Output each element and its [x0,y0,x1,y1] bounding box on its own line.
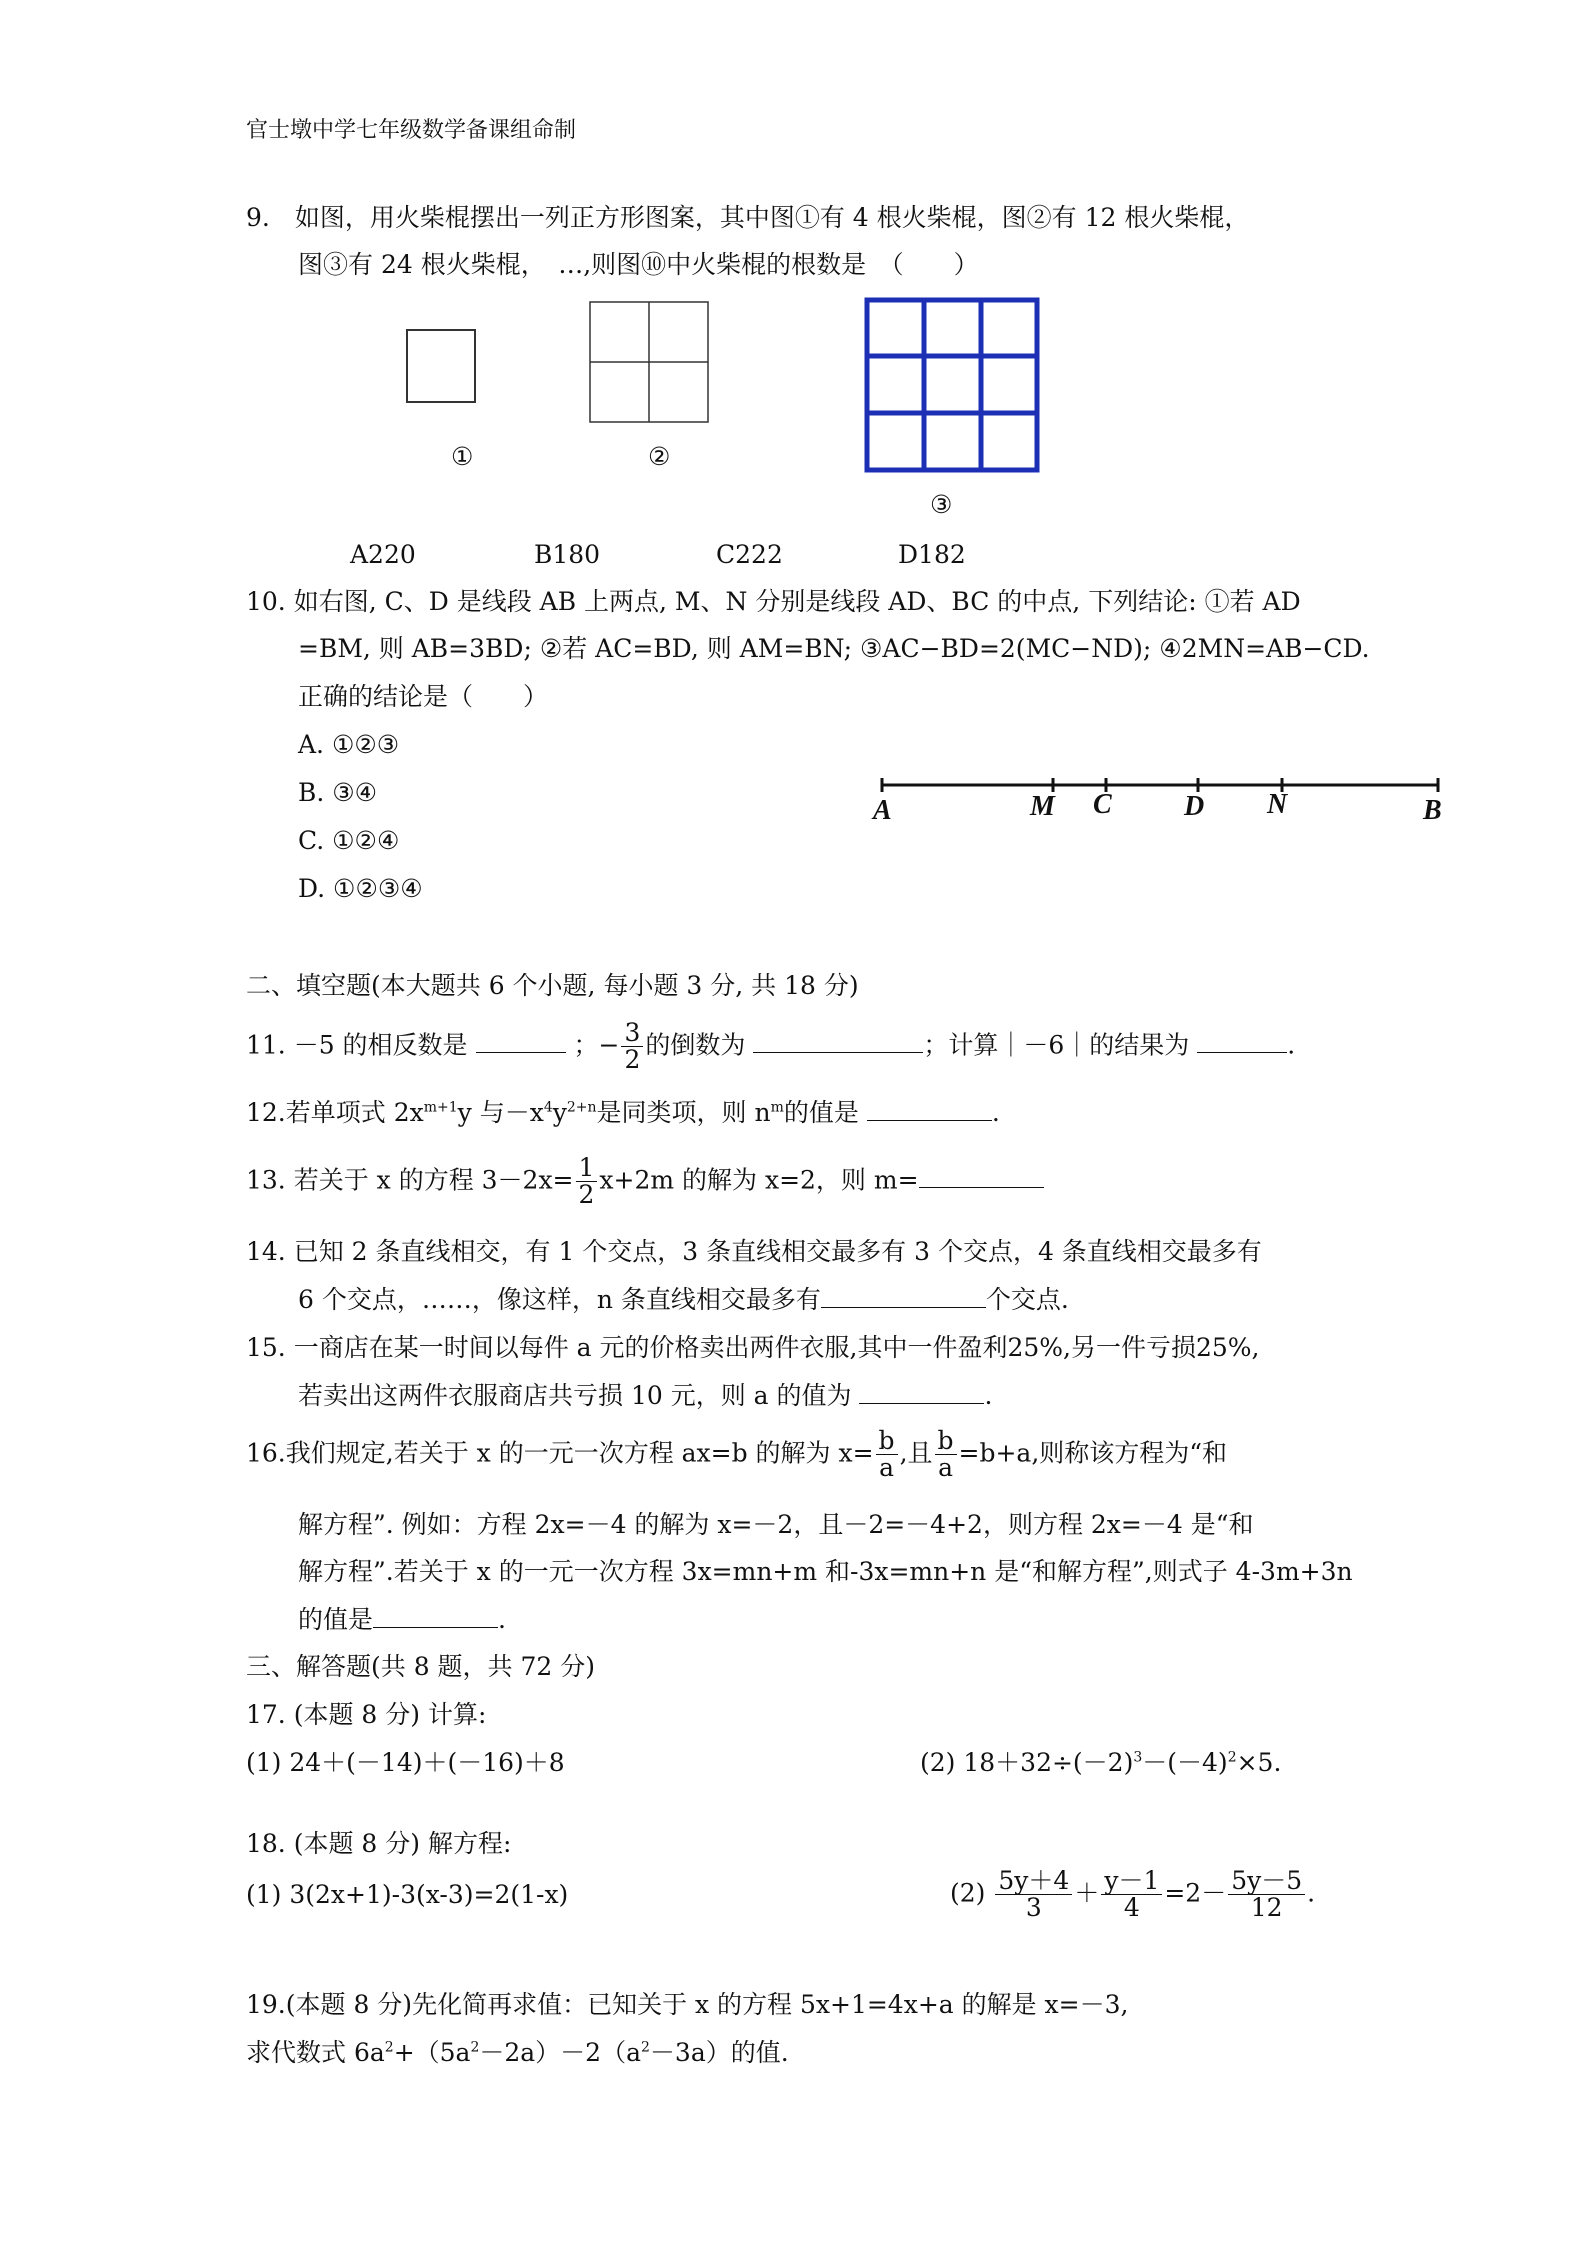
q16-fraction-1: $\frac{b}{a}$ [876,1428,898,1482]
section-3-title: 三、解答题(共 8 题，共 72 分) [246,1652,596,1681]
figure-2-label: ② [648,442,671,471]
figure-3 [867,300,1037,470]
q11-blank-3[interactable] [1197,1030,1287,1053]
q13-blank[interactable] [919,1165,1044,1188]
q10-option-b: B. ③④ [298,778,378,807]
q11-text-e: . [1287,1030,1296,1060]
q17-part1: (1) 24＋(－14)＋(－16)＋8 [246,1748,565,1777]
q13-fraction: $\frac{1}{2}$ [576,1155,598,1209]
q11: 11. －5 的相反数是 ；− $\frac{3}{2}$ 的倒数为 ；计算｜－6｜的结果为 . [246,1018,1296,1075]
figure-1-label: ① [451,442,474,471]
q14-line2: 6 个交点，……，像这样，n 条直线相交最多有 个交点. [298,1285,1069,1314]
q12-blank[interactable] [867,1098,992,1121]
q9-option-c: C222 [716,540,783,569]
q19-line2: 求代数式 $6a^2+(5a^2-2a)-2(a^2-3a)$的值. [246,2038,789,2067]
q18-fraction-3: $\frac{5y-5}{12}$ [1228,1868,1305,1922]
q10-line1: 10. 如右图, C、D 是线段 AB 上两点, M、N 分别是线段 AD、BC 的中点, 下列结论: ①若 AD [246,587,1301,616]
q12: 12.若单项式 $2x^{m+1}y$ 与$-x^4y^{2+n}$是同类项，则 $n^m$的值是 . [246,1098,1000,1127]
q18-title: 18. (本题 8 分) 解方程: [246,1829,512,1858]
q16-blank[interactable] [373,1605,498,1628]
q18-fraction-2: $\frac{y-1}{4}$ [1101,1868,1162,1922]
q10-line3: 正确的结论是（ ） [298,682,549,711]
point-b-label: B [1423,795,1442,826]
q11-text-c: 的倒数为 [645,1030,746,1060]
q10-option-a: A. ①②③ [298,730,400,759]
q18-fraction-1: $\frac{5y+4}{3}$ [995,1868,1072,1922]
q13: 13. 若关于 x 的方程 3－2x= $\frac{1}{2}$ x+2m 的解为 x=2，则 m= [246,1155,1044,1209]
point-a-label: A [873,795,892,826]
page-header: 官士墩中学七年级数学备课组命制 [246,118,577,143]
q11-text-a: 11. －5 的相反数是 [246,1030,468,1060]
q15-line2: 若卖出这两件衣服商店共亏损 10 元，则 a 的值为 . [298,1381,993,1410]
q15-line1: 15. 一商店在某一时间以每件 a 元的价格卖出两件衣服,其中一件盈利25%,另一件亏损25%, [246,1333,1260,1362]
figure-3-label: ③ [930,490,953,519]
q18-part1: (1) 3(2x+1)-3(x-3)=2(1-x) [246,1880,569,1909]
figure-2 [590,302,708,422]
q14-line1: 14. 已知 2 条直线相交，有 1 个交点，3 条直线相交最多有 3 个交点，4 条直线相交最多有 [246,1237,1262,1266]
point-c-label: C [1093,789,1112,820]
q17-title: 17. (本题 8 分) 计算: [246,1700,487,1729]
q9-option-a: A220 [350,540,416,569]
figure-1 [407,330,475,402]
q15-blank[interactable] [859,1381,984,1404]
q16-line3: 解方程”.若关于 x 的一元一次方程 3x=mn+m 和-3x=mn+n 是“和解方程”,则式子 4-3m+3n [298,1557,1353,1586]
q9-option-d: D182 [898,540,966,569]
point-m-label: M [1030,791,1055,822]
q9-option-b: B180 [534,540,601,569]
matchstick-figures [0,0,1586,560]
q11-blank-1[interactable] [476,1030,566,1053]
q19-line1: 19.(本题 8 分)先化简再求值：已知关于 x 的方程 5x+1=4x+a 的解是 x=－3, [246,1990,1129,2019]
q16-line1: 16.我们规定,若关于 x 的一元一次方程 ax=b 的解为 x= $\frac{b}{a}$ ,且 $\frac{b}{a}$ =b+a,则称该方程为“和 [246,1426,1228,1483]
q10-option-c: C. ①②④ [298,826,400,855]
q14-blank[interactable] [821,1285,986,1308]
q9-line1: 9. 如图，用火柴棍摆出一列正方形图案，其中图①有 4 根火柴棍，图②有 12 根火柴棍， [246,203,1250,232]
q11-text-d: ；计算｜－6｜的结果为 [923,1030,1190,1060]
q17-part2: (2) $18+32\div(-2)^3-(-4)^2\times 5$. [920,1748,1282,1777]
q18-part2: (2) $\frac{5y+4}{3}$ ＋ $\frac{y-1}{4}$ =2－ $\frac{5y-5}{12}$ . [950,1866,1316,1923]
q16-fraction-2: $\frac{b}{a}$ [935,1428,957,1482]
q10-line2: =BM, 则 AB=3BD; ②若 AC=BD, 则 AM=BN; ③AC−BD=2(MC−ND); ④2MN=AB−CD. [298,634,1370,663]
section-2-title: 二、填空题(本大题共 6 个小题, 每小题 3 分, 共 18 分) [246,971,859,1000]
q11-text-b: ； [573,1030,599,1060]
point-d-label: D [1184,791,1205,822]
q16-line4: 的值是 . [298,1605,506,1634]
q9-line2: 图③有 24 根火柴棍， …,则图⑩中火柴棍的根数是 （ ） [298,250,979,279]
q16-line2: 解方程”. 例如：方程 2x=－4 的解为 x=－2，且－2=－4+2，则方程 2x=－4 是“和 [298,1510,1254,1539]
point-n-label: N [1267,789,1288,820]
q10-option-d: D. ①②③④ [298,874,423,903]
segment-diagram [860,760,1460,840]
q11-blank-2[interactable] [753,1030,923,1053]
q11-fraction: $\frac{3}{2}$ [621,1020,643,1074]
